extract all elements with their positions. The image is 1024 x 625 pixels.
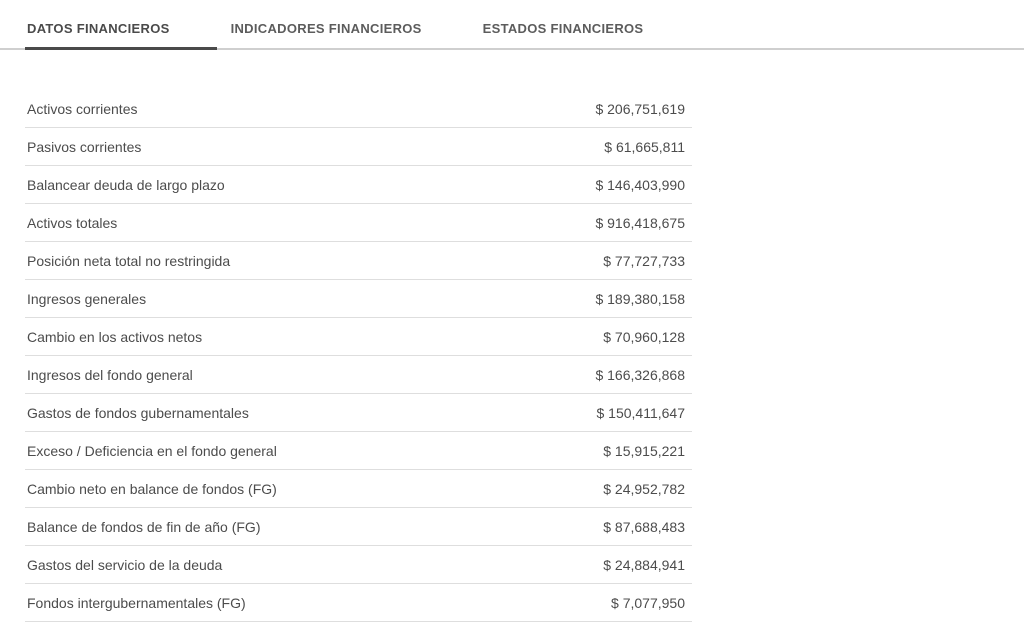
row-value: $ 15,915,221 [603, 442, 685, 459]
table-row [25, 508, 692, 546]
row-value: $ 87,688,483 [603, 518, 685, 535]
table-row [25, 546, 692, 584]
table-row [25, 394, 692, 432]
table-row [25, 280, 692, 318]
table-row [25, 128, 692, 166]
row-label: Gastos del servicio de la deuda [27, 556, 223, 573]
tab-bar [0, 0, 1024, 50]
table-row [25, 432, 692, 470]
row-value: $ 24,952,782 [603, 480, 685, 497]
row-label: Gastos de fondos gubernamentales [27, 404, 249, 421]
tab-label: DATOS FINANCIEROS [27, 21, 170, 36]
row-label: Balance de fondos de fin de año (FG) [27, 518, 261, 535]
row-value: $ 77,727,733 [603, 252, 685, 269]
row-value: $ 146,403,990 [595, 176, 685, 193]
row-label: Activos totales [27, 214, 118, 231]
table-row [25, 204, 692, 242]
table-row [25, 470, 692, 508]
tab-estados-financieros[interactable] [481, 0, 691, 48]
row-value: $ 7,077,950 [611, 594, 685, 611]
row-label: Cambio neto en balance de fondos (FG) [27, 480, 277, 497]
financial-data-table [25, 90, 692, 622]
table-row [25, 318, 692, 356]
row-label: Balancear deuda de largo plazo [27, 176, 225, 193]
row-label: Cambio en los activos netos [27, 328, 203, 345]
row-value: $ 150,411,647 [596, 404, 685, 421]
table-row [25, 356, 692, 394]
row-value: $ 24,884,941 [603, 556, 685, 573]
row-label: Ingresos del fondo general [27, 366, 193, 383]
table-row [25, 90, 692, 128]
tab-indicadores-financieros[interactable] [229, 0, 469, 48]
row-value: $ 61,665,811 [604, 138, 685, 155]
row-label: Posición neta total no restringida [27, 252, 231, 269]
tab-label: INDICADORES FINANCIEROS [230, 21, 422, 36]
table-row [25, 584, 692, 622]
row-label: Pasivos corrientes [27, 138, 142, 155]
tab-datos-financieros[interactable] [25, 0, 217, 48]
row-label: Activos corrientes [27, 100, 138, 117]
row-value: $ 70,960,128 [603, 328, 685, 345]
row-value: $ 916,418,675 [595, 214, 685, 231]
row-value: $ 206,751,619 [595, 100, 685, 117]
table-row [25, 166, 692, 204]
table-row [25, 242, 692, 280]
row-label: Ingresos generales [27, 290, 147, 307]
row-value: $ 166,326,868 [595, 366, 685, 383]
row-value: $ 189,380,158 [595, 290, 685, 307]
tab-label: ESTADOS FINANCIEROS [482, 21, 644, 36]
row-label: Exceso / Deficiencia en el fondo general [27, 442, 277, 459]
row-label: Fondos intergubernamentales (FG) [27, 594, 246, 611]
